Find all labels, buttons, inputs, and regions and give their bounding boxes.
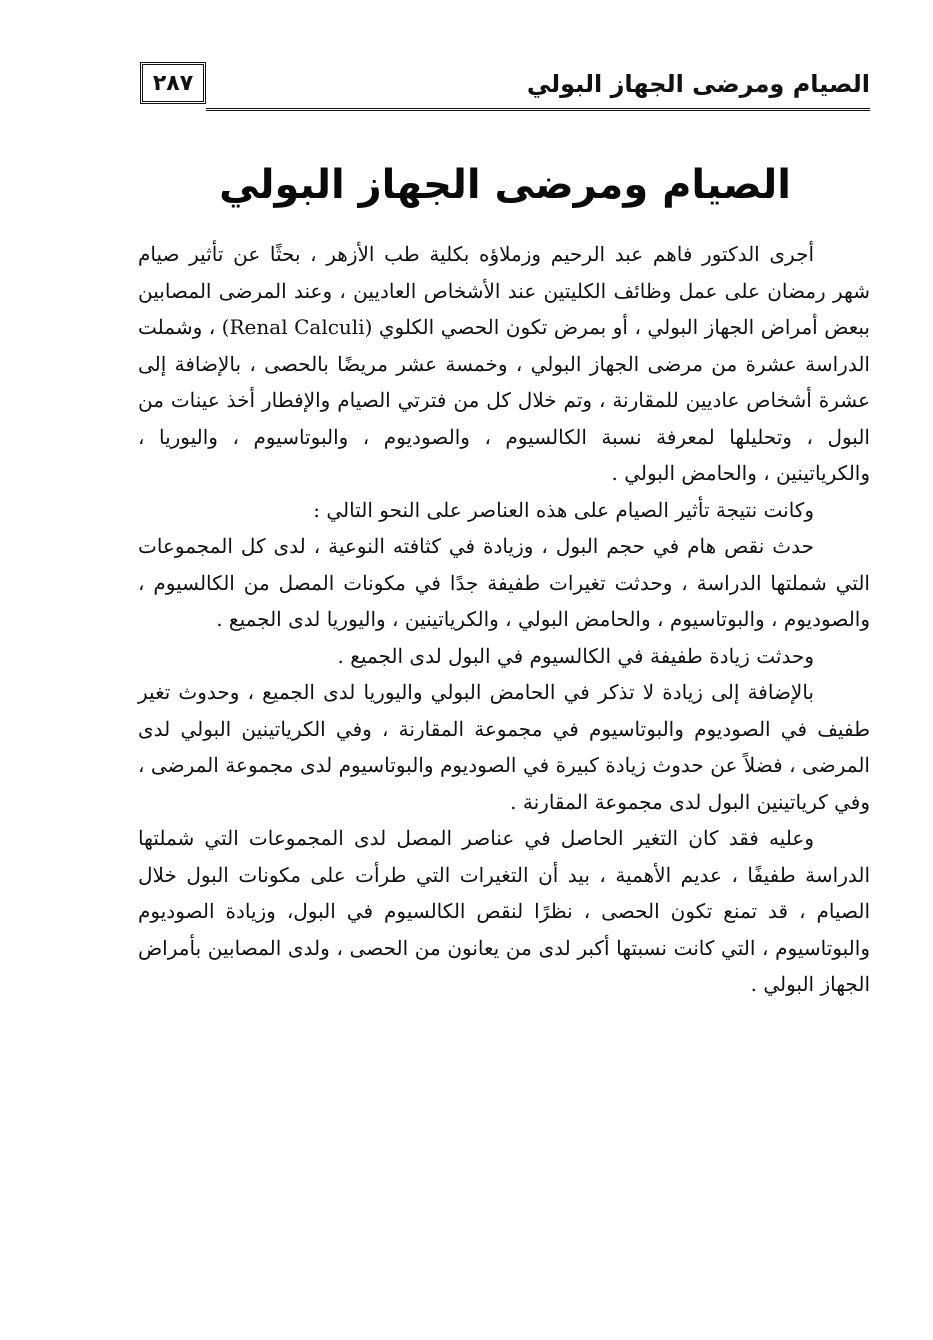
page-number: ٢٨٧ — [140, 62, 206, 104]
header-rule — [206, 108, 870, 111]
paragraph-1-part-1: أجرى الدكتور فاهم عبد الرحيم وزملاؤه بكلية طب الأزهر ، بحثًا عن تأثير صيام شهر رمضان على عمل وظائف الكليتين عند الأشخاص العاديين ، وعند المرضى المصابين ببعض أمراض الجهاز البولي ، أو بمرض تكون الحصي الكلوي ( — [138, 242, 870, 339]
paragraph-3: حدث نقص هام في حجم البول ، وزيادة في كثافته النوعية ، لدى كل المجموعات التي شملتها الدراسة ، وحدثت تغيرات طفيفة جدًا في مكونات المصل من الكالسيوم ، والصوديوم ، والبوتاسيوم ، والحامض البولي ، والكرياتينين ، واليوريا لدى الجميع . — [138, 534, 870, 631]
paragraph-1 — [138, 236, 870, 492]
body-text — [138, 236, 870, 1003]
running-header — [140, 62, 870, 110]
paragraph-1-part-2: ) ، وشملت الدراسة عشرة من مرضى الجهاز البولي ، وخمسة عشر مريضًا بالحصى ، بالإضافة إلى عشرة أشخاص عاديين للمقارنة ، وتم خلال كل من فترتي الصيام والإفطار أخذ عينات من البول ، وتحليلها لمعرفة نسبة الكالسيوم ، والصوديوم ، والبوتاسيوم ، واليوريا ، والكرياتينين ، والحامض البولي . — [138, 315, 870, 485]
paragraph-2: وكانت نتيجة تأثير الصيام على هذه العناصر على النحو التالي : — [313, 497, 814, 522]
paragraph-5: بالإضافة إلى زيادة لا تذكر في الحامض البولي واليوريا لدى الجميع ، وحدوث تغير طفيف في الصوديوم والبوتاسيوم في مجموعة المقارنة ، وفي الكرياتينين البولي لدى المرضى ، فضلاً عن حدوث زيادة كبيرة في الصوديوم والبوتاسيوم لدى مجموعة المرضى ، وفي كرياتينين البول لدى مجموعة المقارنة . — [138, 680, 870, 814]
chapter-title: الصيام ومرضى الجهاز البولي — [219, 161, 791, 208]
latin-term: Renal Calculi — [229, 315, 365, 339]
paragraph-4: وحدثت زيادة طفيفة في الكالسيوم في البول لدى الجميع . — [337, 643, 814, 668]
running-title: الصيام ومرضى الجهاز البولي — [526, 70, 870, 98]
paragraph-6: وعليه فقد كان التغير الحاصل في عناصر المصل لدى المجموعات التي شملتها الدراسة طفيفًا ، عديم الأهمية ، بيد أن التغيرات التي طرأت على مكونات البول خلال الصيام ، قد تمنع تكون الحصى ، نظرًا لنقص الكالسيوم في البول، وزيادة الصوديوم والبوتاسيوم ، التي كانت نسبتها أكبر لدى من يعانون من الحصى ، ولدى المصابين بأمراض الجهاز البولي . — [138, 826, 870, 996]
